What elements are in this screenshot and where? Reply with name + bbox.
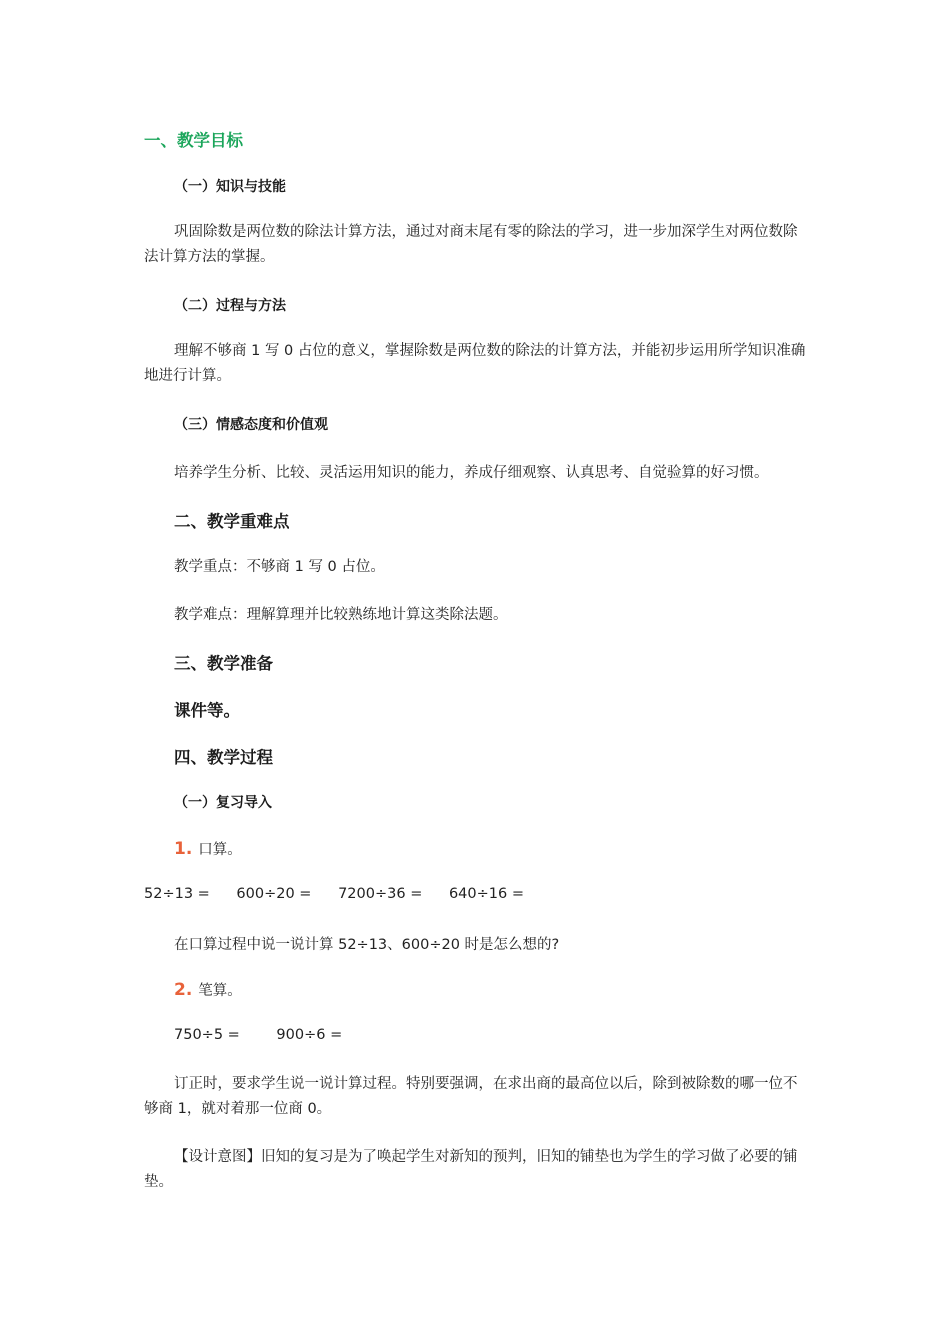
heading-teaching-goals: 一、教学目标 (144, 131, 243, 150)
paragraph-oral-question: 在口算过程中说一说计算 52÷13、600÷20 时是怎么想的? (174, 937, 560, 953)
item-number: 1. (174, 839, 193, 859)
calc-expression: 600÷20 = (236, 886, 312, 902)
item-label: 笔算。 (198, 983, 242, 999)
written-calc-row (174, 1027, 364, 1043)
paragraph-difficult-point: 教学难点：理解算理并比较熟练地计算这类除法题。 (174, 607, 508, 623)
paragraph-correction: 订正时，要求学生说一说计算过程。特别要强调，在求出商的最高位以后，除到被除数的哪一位不够商 1，就对着那一位商 0。 (144, 1076, 798, 1117)
list-item-written (174, 979, 242, 1000)
calc-expression: 7200÷36 = (338, 886, 423, 902)
heading-procedure: 四、教学过程 (174, 748, 273, 767)
calc-expression: 52÷13 = (144, 886, 210, 902)
paragraph-key-point: 教学重点：不够商 1 写 0 占位。 (174, 559, 385, 575)
paragraph-knowledge: 巩固除数是两位数的除法计算方法，通过对商末尾有零的除法的学习，进一步加深学生对两位数除法计算方法的掌握。 (144, 224, 798, 265)
paragraph-emotion: 培养学生分析、比较、灵活运用知识的能力，养成仔细观察、认真思考、自觉验算的好习惯。 (174, 465, 769, 481)
oral-calc-row (144, 886, 546, 902)
calc-expression: 640÷16 = (448, 886, 524, 902)
item-number: 2. (174, 980, 193, 1000)
subheading-review: （一）复习导入 (174, 795, 272, 811)
text-preparation: 课件等。 (174, 701, 240, 720)
item-label: 口算。 (198, 842, 242, 858)
paragraph-process: 理解不够商 1 写 0 占位的意义，掌握除数是两位数的除法的计算方法，并能初步运用所学知识准确地进行计算。 (144, 343, 806, 384)
subheading-knowledge-skills: （一）知识与技能 (174, 179, 286, 195)
subheading-emotion-values: （三）情感态度和价值观 (174, 417, 328, 433)
list-item-oral (174, 838, 242, 859)
heading-key-points: 二、教学重难点 (174, 512, 290, 531)
calc-expression: 750÷5 = (174, 1027, 240, 1043)
subheading-process-method: （二）过程与方法 (174, 298, 286, 314)
paragraph-design-intent: 【设计意图】旧知的复习是为了唤起学生对新知的预判，旧知的铺垫也为学生的学习做了必要的铺垫。 (144, 1149, 798, 1190)
calc-expression: 900÷6 = (276, 1027, 343, 1043)
heading-preparation: 三、教学准备 (174, 654, 273, 673)
